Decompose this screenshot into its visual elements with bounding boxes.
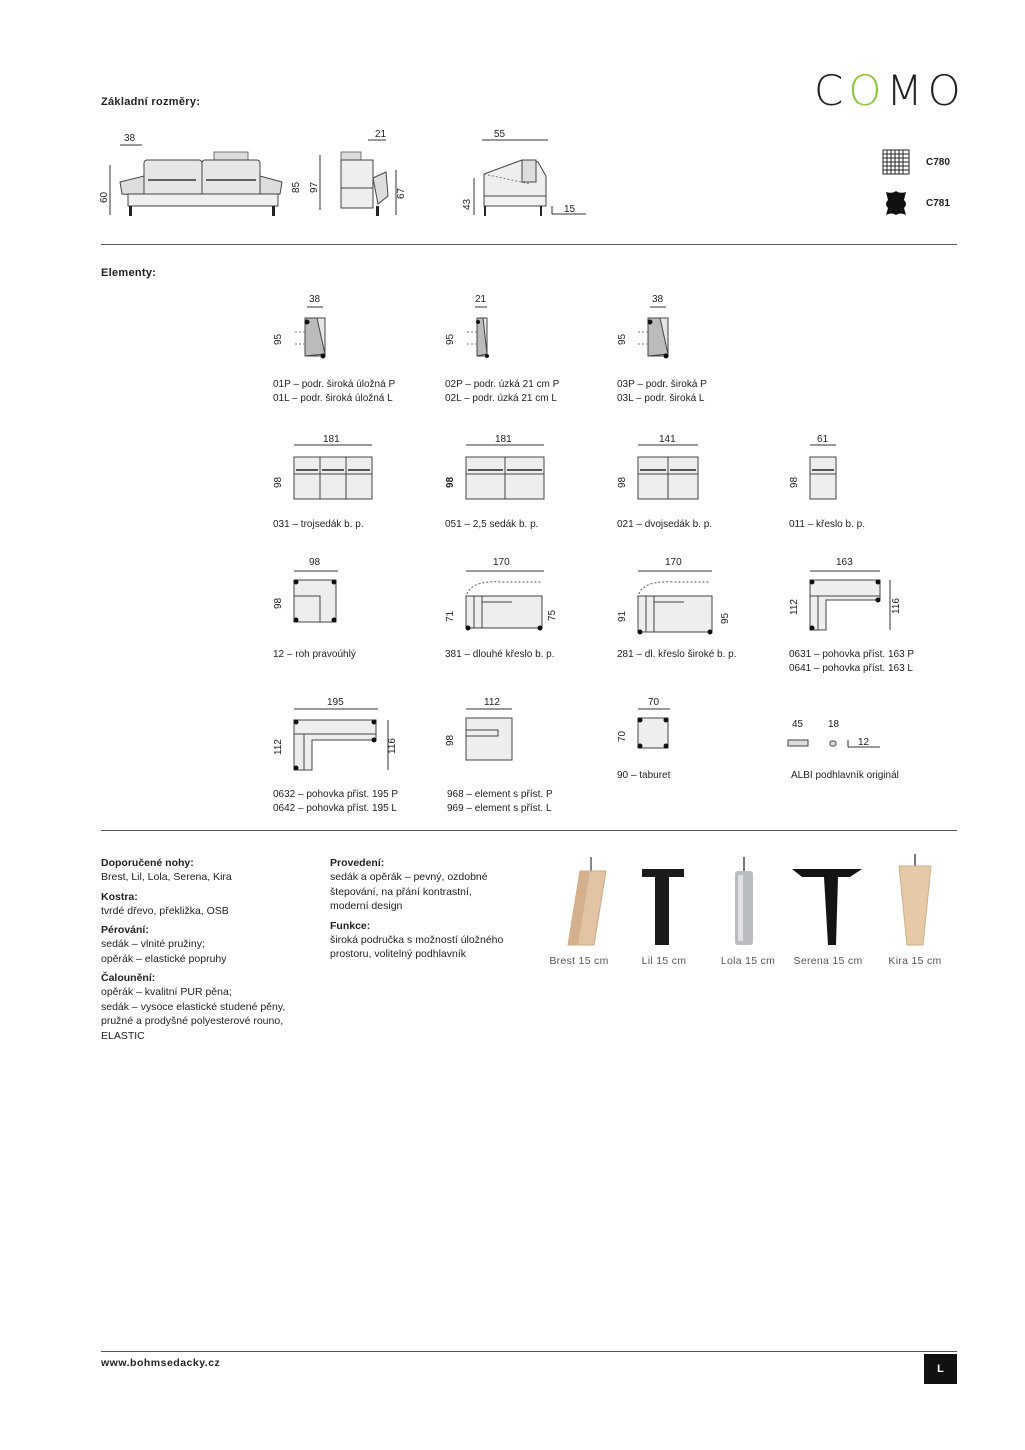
seat-profile-drawing (470, 130, 600, 220)
serena-leg-icon (790, 855, 865, 950)
e12-caption: 12 – roh pravoúhlý (273, 649, 356, 660)
front-height-dim: 60 (99, 191, 110, 203)
info-text: sedák – vysoce elastické studené pěny, (101, 1000, 286, 1013)
e381-height2: 75 (547, 609, 558, 621)
info-text: tvrdé dřevo, překližka, OSB (101, 904, 229, 917)
leg-label-kira: Kira 15 cm (888, 955, 942, 967)
e021-caption: 021 – dvojsedák b. p. (617, 519, 713, 530)
e021-width: 141 (659, 434, 676, 445)
e02p-height: 95 (445, 333, 456, 345)
info-text: prostoru, volitelný podhlavník (330, 948, 466, 960)
basic-dimensions-title: Základní rozměry: (101, 96, 201, 108)
e281-width: 170 (665, 557, 682, 568)
e381-caption: 381 – dlouhé křeslo b. p. (445, 649, 555, 660)
info-text: sedák – vlnité pružiny; (101, 938, 205, 950)
page-indicator: L (924, 1354, 957, 1384)
info-text: ELASTIC (101, 1029, 145, 1042)
leg-height-dim: 15 (564, 204, 576, 215)
e0632-height2: 116 (387, 738, 398, 754)
lola-leg-icon (728, 855, 768, 950)
e90-height: 70 (617, 730, 628, 742)
taburet-90-drawing (634, 700, 684, 760)
lil-leg-icon (640, 855, 690, 950)
upholstery-label: Čalounění: (101, 972, 156, 984)
brand-logo: COMO (814, 66, 966, 115)
brest-leg-icon (560, 855, 610, 950)
info-text: štepování, na přání kontrastní, (330, 885, 472, 898)
e281-height2: 95 (720, 612, 731, 624)
info-text: Brest, Lil, Lola, Serena, Kira (101, 871, 232, 883)
longchair-281-drawing (634, 562, 724, 634)
e968-height: 98 (445, 734, 456, 746)
e281-height: 91 (617, 610, 628, 622)
info-text: sedák a opěrák – pevný, ozdobné (330, 871, 488, 883)
info-text: opěrák – elastické popruhy (101, 952, 227, 965)
e0632-width: 195 (327, 697, 344, 708)
e051-caption: 051 – 2,5 sedák b. p. (445, 519, 539, 530)
longchair-381-drawing (462, 562, 552, 634)
leather-hide-icon (882, 188, 910, 218)
sofa-side-drawing (300, 130, 410, 220)
kira-leg-icon (893, 852, 943, 950)
e90-caption: 90 – taburet (617, 770, 671, 781)
sofa-0631-drawing (804, 562, 894, 637)
e0631-height2: 116 (891, 598, 902, 614)
corner-12-drawing (290, 562, 350, 627)
e03p-height: 95 (617, 333, 628, 345)
info-column-1 (101, 856, 321, 1043)
e03p-width: 38 (652, 294, 664, 305)
e01p-height: 95 (273, 333, 284, 345)
e051-width: 181 (495, 434, 512, 445)
side-height-67: 67 (396, 187, 407, 199)
function-label: Funkce: (330, 919, 371, 932)
e281-caption: 281 – dl. křeslo široké b. p. (617, 649, 737, 660)
info-text: pružné a prodyšné polyesterové rouno, (101, 1015, 284, 1027)
e12-height: 98 (273, 597, 284, 609)
e0631-width: 163 (836, 557, 853, 568)
footer-divider (101, 1351, 957, 1352)
leg-label-lil: Lil 15 cm (641, 955, 687, 967)
fabric-grid-icon (881, 148, 911, 176)
albi-width-12: 12 (858, 737, 870, 748)
info-text: opěrák – kvalitní PUR pěna; (101, 986, 232, 998)
e011-height: 98 (789, 476, 800, 488)
e968-caption: 968 – element s příst. P 969 – element s příst. L (447, 789, 553, 814)
material-code-leather: C781 (926, 198, 950, 209)
e968-width: 112 (484, 697, 500, 708)
albi-width-45: 45 (792, 719, 804, 730)
recommended-legs-label: Doporučené nohy: (101, 857, 194, 869)
e0632-caption: 0632 – pohovka příst. 195 P 0642 – pohovka příst. 195 L (273, 789, 399, 814)
divider-top (101, 244, 957, 245)
e01p-caption: 01P – podr. široká úložná P 01L – podr. široká úložná L (273, 379, 396, 404)
leg-label-lola: Lola 15 cm (720, 955, 776, 967)
e02p-caption: 02P – podr. úzká 21 cm P 02L – podr. úzká 21 cm L (445, 379, 560, 404)
e01p-width: 38 (309, 294, 321, 305)
sofa-0632-drawing (290, 700, 400, 775)
side-width-dim: 21 (375, 129, 387, 140)
element-968-drawing (462, 700, 522, 765)
e0631-height: 112 (789, 599, 800, 615)
e031-width: 181 (323, 434, 340, 445)
divider-bottom (101, 830, 957, 831)
e02p-width: 21 (475, 294, 487, 305)
side-height-97: 97 (309, 181, 320, 193)
e031-height: 98 (273, 476, 284, 488)
elements-title: Elementy: (101, 267, 157, 279)
e90-width: 70 (648, 697, 660, 708)
e011-caption: 011 – křeslo b. p. (789, 519, 865, 530)
albi-caption: ALBI podhlavník originál (791, 770, 899, 781)
e381-height: 71 (445, 610, 456, 622)
design-label: Provedení: (330, 857, 385, 869)
footer-website-link[interactable]: www.bohmsedacky.cz (101, 1357, 221, 1369)
e381-width: 170 (493, 557, 510, 568)
e03p-caption: 03P – podr. široká P 03L – podr. široká L (617, 379, 707, 404)
seat-depth-dim: 55 (494, 129, 506, 140)
seat-height-dim: 43 (462, 198, 473, 210)
info-column-2 (330, 856, 540, 962)
info-text: moderní design (330, 900, 403, 912)
leg-label-serena: Serena 15 cm (793, 955, 863, 967)
e011-width: 61 (817, 434, 829, 445)
front-width-dim: 38 (124, 133, 136, 144)
side-height-85: 85 (291, 181, 302, 193)
leg-label-brest: Brest 15 cm (549, 955, 609, 967)
e12-width: 98 (309, 557, 321, 568)
material-code-fabric: C780 (926, 157, 950, 168)
e021-height: 98 (617, 476, 628, 488)
e0631-caption: 0631 – pohovka příst. 163 P 0641 – pohovka příst. 163 L (789, 649, 915, 674)
frame-label: Kostra: (101, 890, 138, 903)
info-text: široká područka s možností úložného (330, 933, 504, 946)
albi-headrest-drawing (786, 730, 886, 755)
springing-label: Pérování: (101, 924, 149, 936)
e051-height: 98 (445, 476, 456, 488)
e031-caption: 031 – trojsedák b. p. (273, 519, 364, 530)
albi-width-18: 18 (828, 719, 840, 730)
e0632-height: 112 (273, 739, 284, 755)
